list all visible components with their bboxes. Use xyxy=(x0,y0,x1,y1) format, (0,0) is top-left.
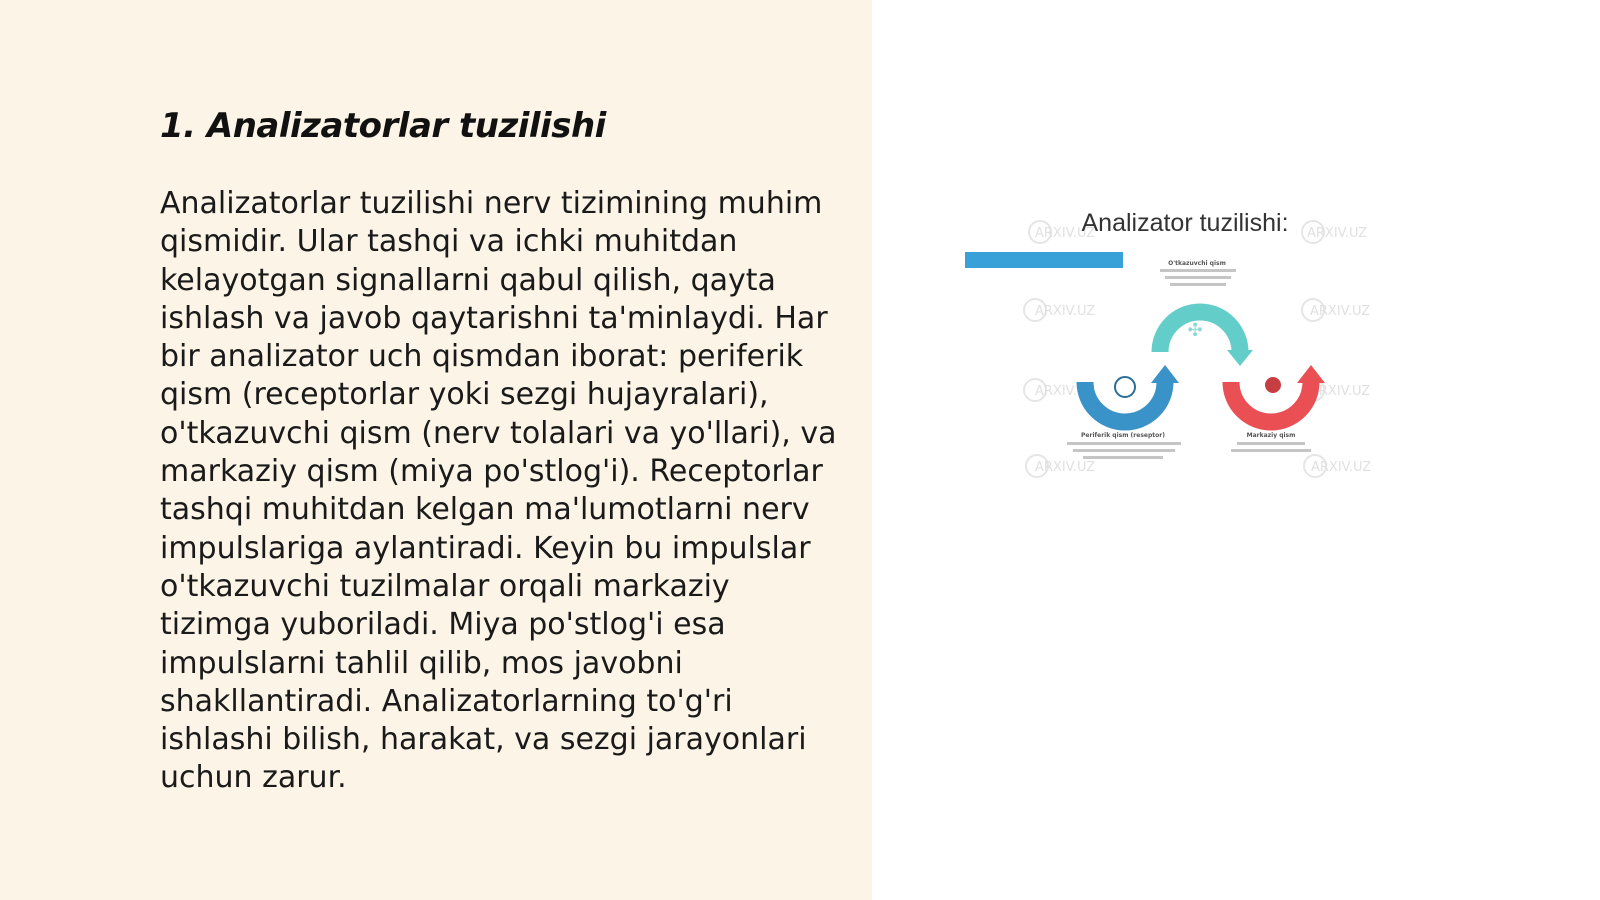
top-caption-line xyxy=(1160,269,1236,272)
watermark-text: ARXIV.UZ xyxy=(1035,384,1096,399)
right-label: Markaziy qism xyxy=(1246,432,1296,439)
receptor-icon xyxy=(1115,377,1135,397)
left-caption-line xyxy=(1073,449,1175,452)
left-label: Periferik qism (reseptor) xyxy=(1081,432,1165,439)
teal-arrow-head xyxy=(1227,350,1253,366)
neuron-icon: ✣ xyxy=(1187,320,1203,341)
watermark-text: ARXIV.UZ xyxy=(1310,384,1371,399)
figure-title: Analizator tuzilishi: xyxy=(1081,209,1289,237)
watermark-text: ARXIV.UZ xyxy=(1035,460,1096,475)
top-label: O'tkazuvchi qism xyxy=(1168,260,1226,267)
brain-icon xyxy=(1265,377,1281,393)
left-caption-line xyxy=(1067,442,1181,445)
top-caption-line xyxy=(1165,276,1231,279)
watermark-text: ARXIV.UZ xyxy=(1035,304,1096,319)
watermark-text: ARXIV.UZ xyxy=(1311,460,1372,475)
watermark-text: ARXIV.UZ xyxy=(1310,304,1371,319)
blue-arrow-head xyxy=(1151,365,1179,383)
red-arrow-head xyxy=(1297,365,1325,383)
slide-body-text: Analizatorlar tuzilishi nerv tizimining muhim qismidir. Ular tashqi va ichki muhitdan kelayotgan signallarni qabul qilish, qayta ishlash va javob qaytarishni ta'minlaydi. Har bir analizator uch qismdan iborat: periferik qism (receptorlar yoki sezgi hujayralari), o'tkazuvchi qism (nerv tolalari va yo'llari), va markaziy qism (miya po'stlog'i). Receptorlar tashqi muhitdan kelgan ma'lumotlarni nerv impulslariga aylantiradi. Keyin bu impulslar o'tkazuvchi tuzilmalar orqali markaziy tizimga yuboriladi. Miya po'stlog'i esa impulslarni tahlil qilib, mos javobni shakllantiradi. Analizatorlarning to'g'ri ishlashi bilish, harakat, va sezgi jarayonlari uchun zarur. xyxy=(160,186,837,796)
watermark-text: ARXIV.UZ xyxy=(1035,226,1096,241)
figure-banner xyxy=(965,252,1123,268)
slide-title: 1. Analizatorlar tuzilishi xyxy=(160,106,606,146)
top-caption-line xyxy=(1170,283,1226,286)
analyzer-structure-diagram xyxy=(955,200,1435,490)
right-caption-line xyxy=(1237,442,1305,445)
right-caption-line xyxy=(1231,449,1311,452)
left-caption-line xyxy=(1083,456,1163,459)
watermark-text: ARXIV.UZ xyxy=(1307,226,1368,241)
blue-arrow-arc xyxy=(1085,382,1165,422)
